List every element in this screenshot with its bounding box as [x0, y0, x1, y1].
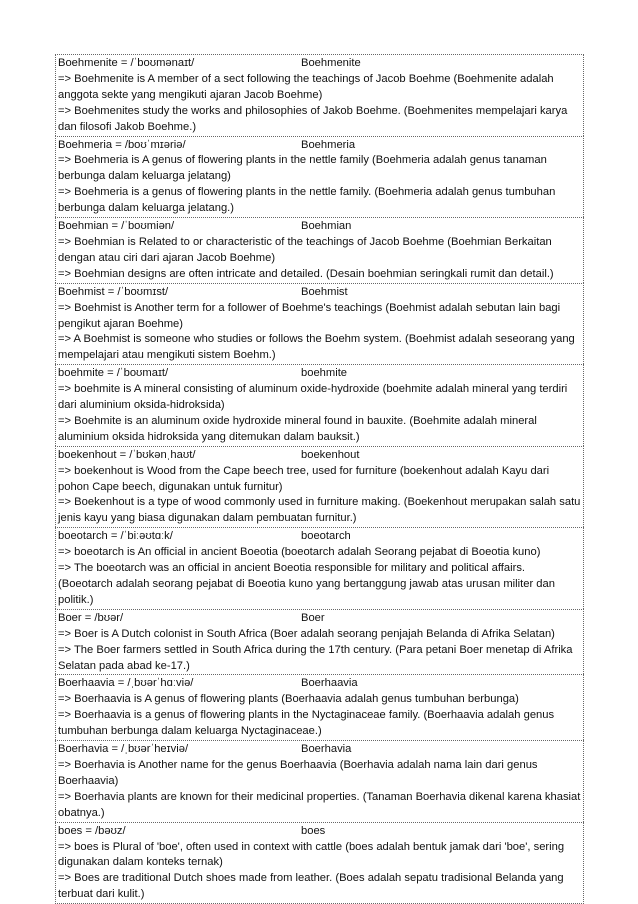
dictionary-list [55, 54, 584, 904]
headword: boeotarch [301, 530, 351, 543]
headword: Boehmeria [301, 138, 356, 151]
definition: => boes is Plural of 'boe', often used in context with cattle (boes adalah bentuk jamak dari 'boe', sering digunakan dalam konteks ternak) [58, 840, 565, 869]
entry-header [58, 285, 581, 301]
example-sentence: => Boehmenites study the works and philosophies of Jakob Boehme. (Boehmenites mempelajari karya dan filosofi Jakob Boehme.) [58, 104, 568, 133]
entry-header [58, 676, 581, 692]
example-sentence: => The boeotarch was an official in ancient Boeotia responsible for military and political affairs. (Boeotarch adalah seorang pejabat di Boeotia kuno yang bertanggung jawab atas urusan militer dan politik.) [58, 562, 555, 606]
headword: Boehmenite [301, 57, 361, 69]
pronunciation: Boehmenite = /ˈboʊmənaɪt/ [58, 57, 195, 69]
entry-header [58, 56, 581, 72]
definition: => Boer is A Dutch colonist in South Africa (Boer adalah seorang penjajah Belanda di Afrika Selatan) [58, 627, 555, 640]
example-sentence: => Boerhavia plants are known for their medicinal properties. (Tanaman Boerhavia dikenal karena khasiat obatnya.) [58, 790, 581, 819]
definition: => boeotarch is An official in ancient Boeotia (boeotarch adalah Seorang pejabat di Boeotia kuno) [58, 546, 541, 559]
entry-header [58, 219, 581, 235]
headword: Boehmian [301, 220, 352, 233]
entry-header [58, 138, 581, 154]
definition: => Boehmist is Another term for a follower of Boehme's teachings (Boehmist adalah sebutan lain bagi pengikut ajaran Boehme) [58, 301, 561, 330]
pronunciation: boehmite = /ˈboʊmaɪt/ [58, 367, 169, 380]
entry-header [58, 448, 581, 464]
headword: Boer [301, 611, 325, 624]
pronunciation: boekenhout = /ˈbʊkənˌhaʊt/ [58, 448, 196, 461]
pronunciation: Boer = /bʊər/ [58, 611, 124, 624]
pronunciation: boeotarch = /ˈbiːəʊtɑːk/ [58, 530, 173, 543]
dictionary-entry [55, 446, 584, 528]
definition: => Boehmian is Related to or characteristic of the teachings of Jacob Boehme (Boehmian Berkaitan dengan atau ciri dari ajaran Jacob Boehme) [58, 235, 552, 264]
entry-header [58, 529, 581, 545]
dictionary-entry [55, 136, 584, 218]
example-sentence: => Boes are traditional Dutch shoes made from leather. (Boes adalah sepatu tradisional Belanda yang terbuat dari kulit.) [58, 872, 564, 901]
pronunciation: Boerhavia = /ˌbʊərˈheɪviə/ [58, 743, 189, 756]
definition: => Boerhaavia is A genus of flowering plants (Boerhaavia adalah genus tumbuhan berbunga) [58, 693, 519, 706]
entry-header [58, 366, 581, 382]
dictionary-entry [55, 527, 584, 609]
definition: => boehmite is A mineral consisting of aluminum oxide-hydroxide (boehmite adalah mineral yang terdiri dari aluminium oksida-hidroksida) [58, 383, 568, 412]
headword: boekenhout [301, 448, 360, 461]
dictionary-entry [55, 740, 584, 822]
pronunciation: boes = /bəʊz/ [58, 824, 126, 837]
example-sentence: => The Boer farmers settled in South Africa during the 17th century. (Para petani Boer menetap di Afrika Selatan pada abad ke-17.) [58, 643, 573, 672]
headword: boes [301, 824, 326, 837]
example-sentence: => Boehmeria is a genus of flowering plants in the nettle family. (Boehmeria adalah genus tumbuhan berbunga dalam keluarga jelatang.) [58, 186, 556, 215]
pronunciation: Boehmian = /ˈboʊmiən/ [58, 220, 175, 233]
entry-header [58, 742, 581, 758]
entry-header [58, 611, 581, 627]
example-sentence: => A Boehmist is someone who studies or follows the Boehm system. (Boehmist adalah seseorang yang mempelajari atau mengikuti sistem Boehm.) [58, 333, 575, 362]
example-sentence: => Boehmian designs are often intricate and detailed. (Desain boehmian seringkali rumit dan detail.) [58, 267, 554, 280]
entry-header [58, 824, 581, 840]
example-sentence: => Boehmite is an aluminum oxide hydroxide mineral found in bauxite. (Boehmite adalah mineral aluminium oksida hidroksida yang ditemukan dalam bauksit.) [58, 414, 537, 443]
definition: => boekenhout is Wood from the Cape beech tree, used for furniture (boekenhout adalah Kayu dari pohon Cape beech, digunakan untuk furnitur) [58, 464, 550, 493]
dictionary-entry [55, 674, 584, 740]
dictionary-entry [55, 364, 584, 446]
pronunciation: Boehmeria = /boʊˈmɪəriə/ [58, 138, 186, 151]
definition: => Boehmeria is A genus of flowering plants in the nettle family (Boehmeria adalah genus tanaman berbunga dalam keluarga jelatang) [58, 154, 547, 183]
headword: Boerhaavia [301, 677, 358, 690]
pronunciation: Boerhaavia = /ˌbʊərˈhɑːviə/ [58, 677, 194, 690]
headword: Boerhavia [301, 743, 352, 756]
definition: => Boehmenite is A member of a sect following the teachings of Jacob Boehme (Boehmenite adalah anggota sekte yang mengikuti ajaran Jacob Boehme) [58, 72, 554, 101]
dictionary-entry [55, 609, 584, 675]
headword: boehmite [301, 367, 348, 380]
headword: Boehmist [301, 285, 348, 298]
dictionary-entry [55, 822, 584, 904]
dictionary-entry [55, 217, 584, 283]
example-sentence: => Boekenhout is a type of wood commonly used in furniture making. (Boekenhout merupakan salah satu jenis kayu yang biasa digunakan dalam pembuatan furnitur.) [58, 496, 581, 525]
dictionary-entry [55, 283, 584, 365]
pronunciation: Boehmist = /ˈboʊmɪst/ [58, 285, 169, 298]
dictionary-entry [55, 54, 584, 136]
definition: => Boerhavia is Another name for the genus Boerhaavia (Boerhavia adalah nama lain dari genus Boerhaavia) [58, 758, 538, 787]
example-sentence: => Boerhaavia is a genus of flowering plants in the Nyctaginaceae family. (Boerhaavia adalah genus tumbuhan berbunga dalam keluarga Nyctaginaceae.) [58, 709, 555, 738]
